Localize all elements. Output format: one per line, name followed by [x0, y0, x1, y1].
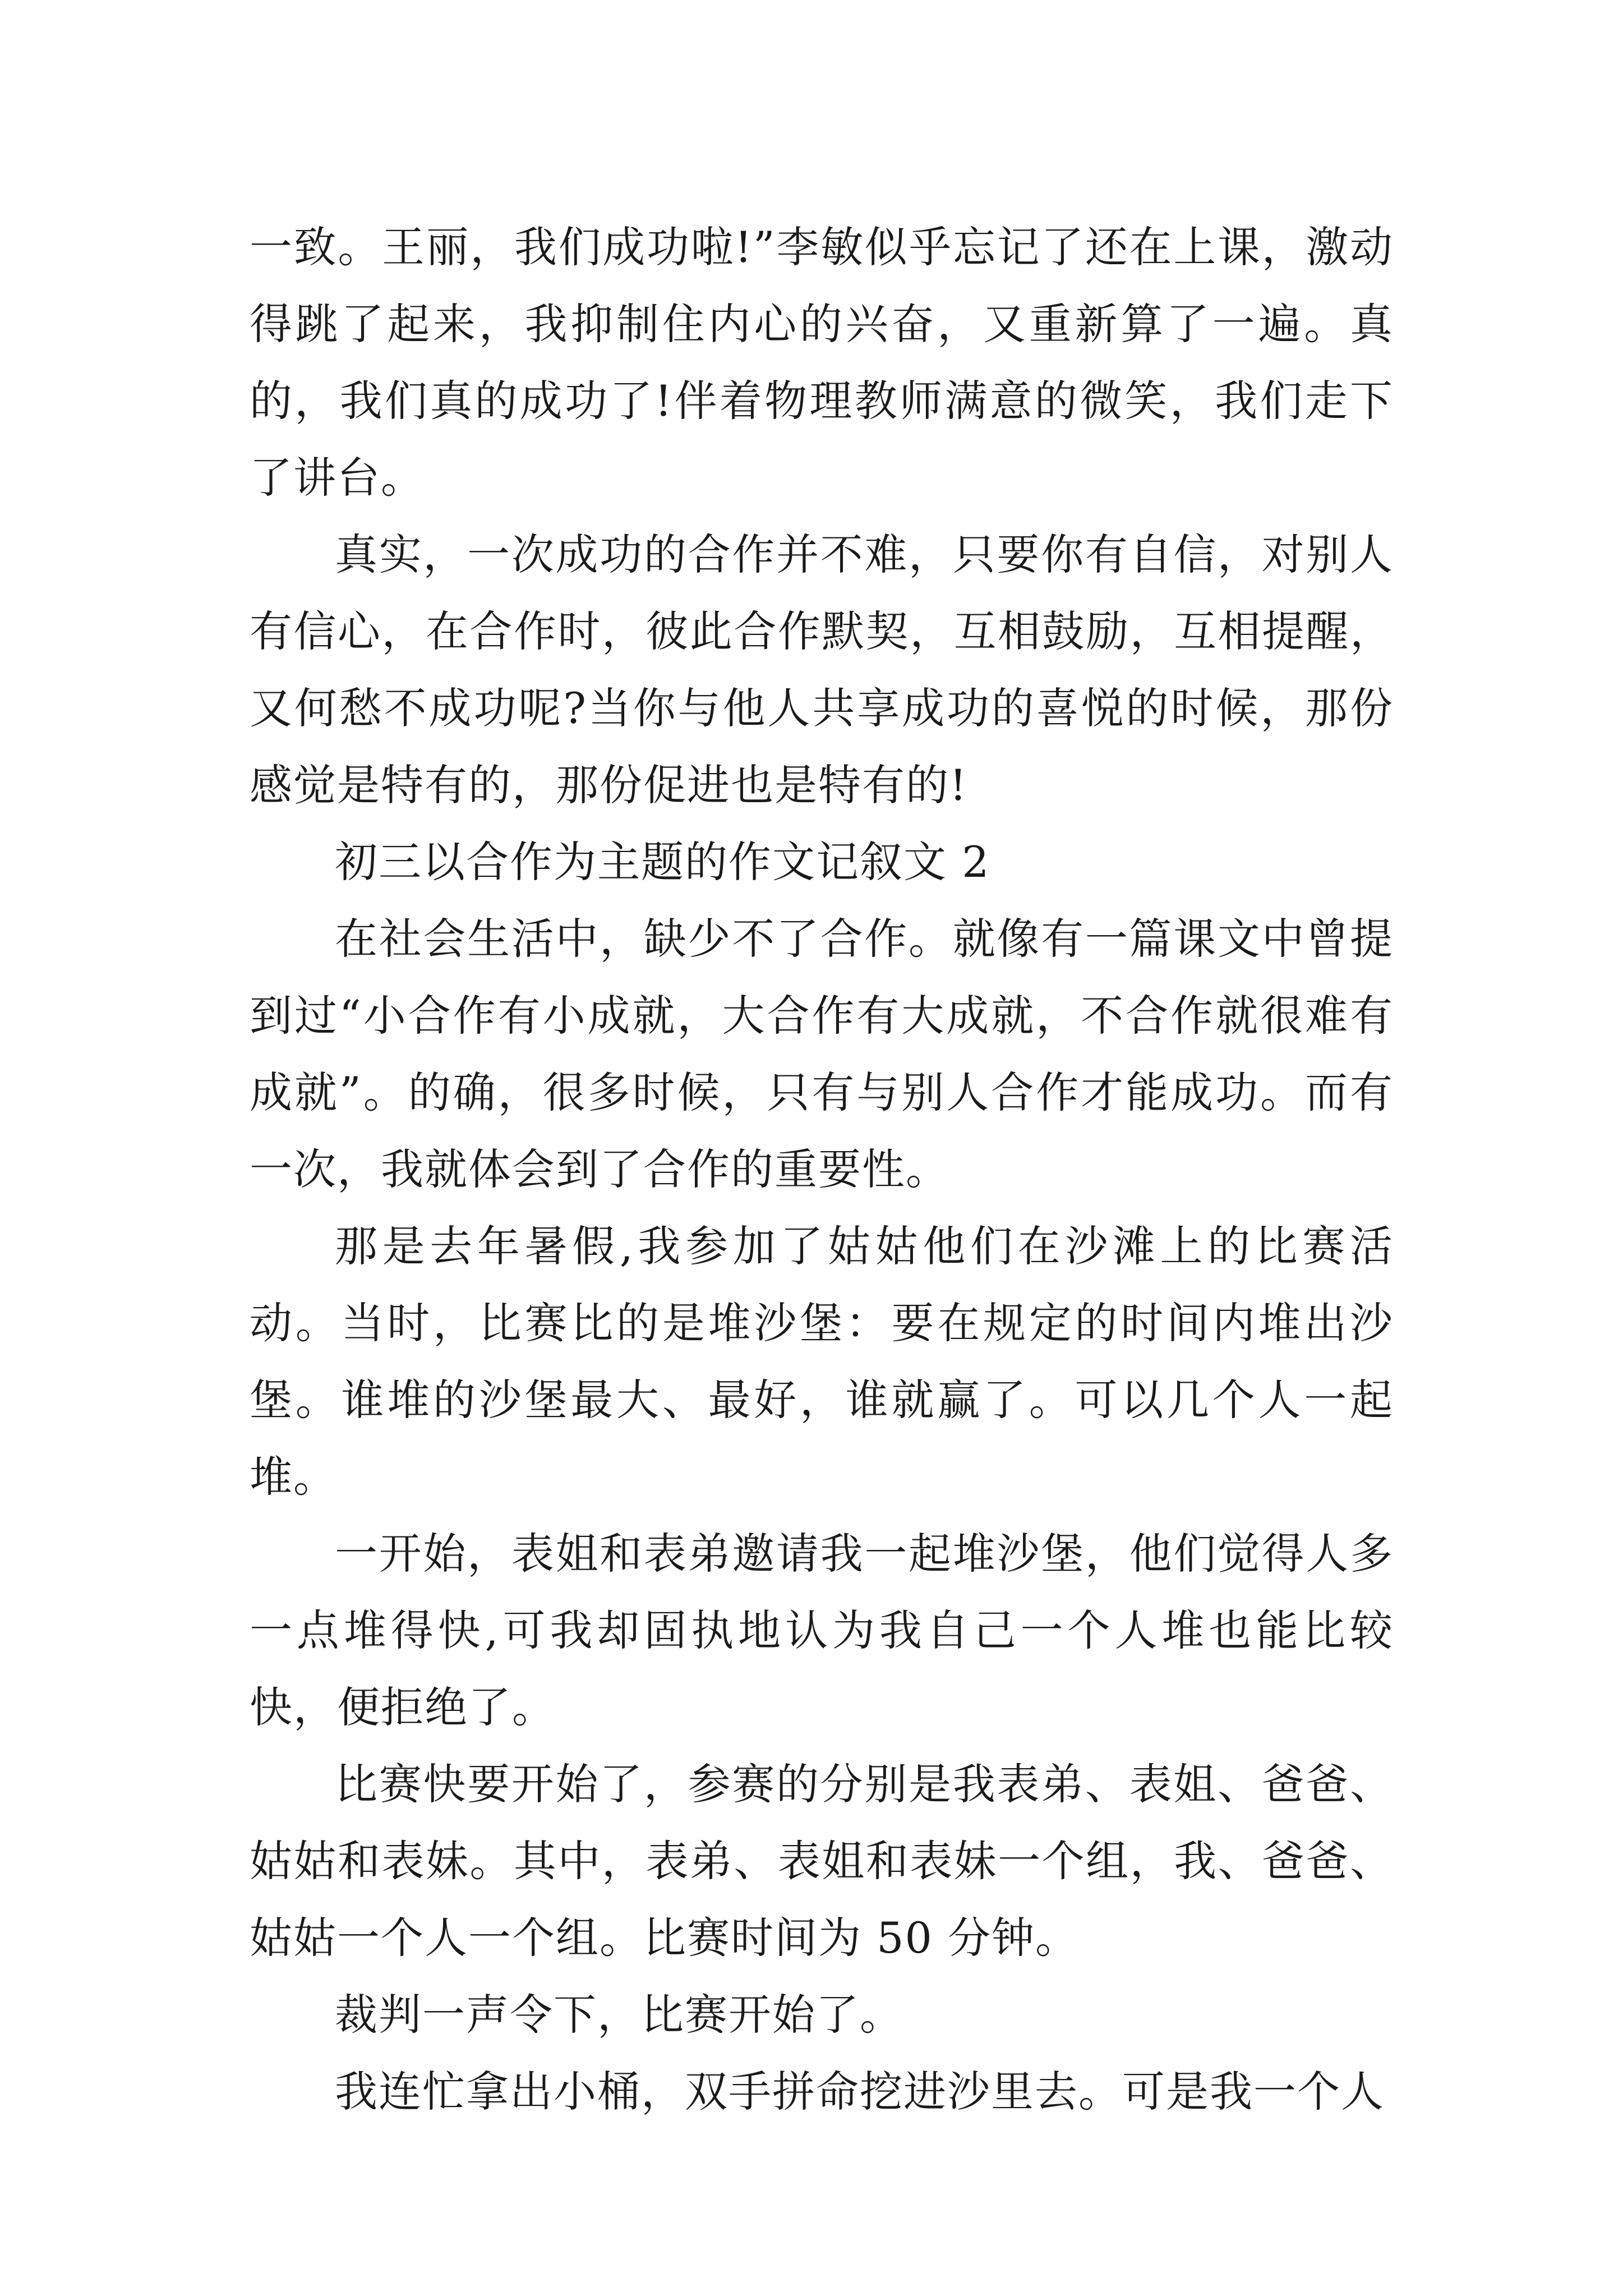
paragraph-8: 我连忙拿出小桶，双手拼命挖进沙里去。可是我一个人 — [335, 2067, 1385, 2116]
paragraph-7: 裁判一声令下，比赛开始了。 — [335, 1990, 903, 2040]
paragraph-3: 在社会生活中，缺少不了合作。就像有一篇课文中曾提到过“小合作有小成就，大合作有大成就，不合作就很难有成就”。的确，很多时候，只有与别人合作才能成功。而有一次，我就体会到了合作的重要性。 — [250, 914, 1394, 1194]
paragraph-6: 比赛快要开始了，参赛的分别是我表弟、表姐、爸爸、姑姑和表妹。其中，表弟、表姐和表妹一个组，我、爸爸、姑姑一个人一个组。比赛时间为 50 分钟。 — [250, 1759, 1394, 1963]
document-body — [250, 209, 1394, 2130]
paragraph-5: 一开始，表姐和表弟邀请我一起堆沙堡，他们觉得人多一点堆得快,可我却固执地认为我自己一个人堆也能比较快，便拒绝了。 — [250, 1529, 1394, 1732]
paragraph-1: 一致。王丽，我们成功啦!”李敏似乎忘记了还在上课，激动得跳了起来，我抑制住内心的兴奋，又重新算了一遍。真的，我们真的成功了!伴着物理教师满意的微笑，我们走下了讲台。 — [250, 222, 1394, 503]
paragraph-4: 那是去年暑假,我参加了姑姑他们在沙滩上的比赛活动。当时，比赛比的是堆沙堡：要在规定的时间内堆出沙堡。谁堆的沙堡最大、最好，谁就赢了。可以几个人一起堆。 — [250, 1221, 1394, 1502]
paragraph-2: 真实，一次成功的合作并不难，只要你有自信，对别人有信心，在合作时，彼此合作默契，互相鼓励，互相提醒，又何愁不成功呢?当你与他人共享成功的喜悦的时候，那份感觉是特有的，那份促进也是特有的! — [250, 530, 1394, 810]
section-heading: 初三以合作为主题的作文记叙文 2 — [335, 837, 990, 887]
